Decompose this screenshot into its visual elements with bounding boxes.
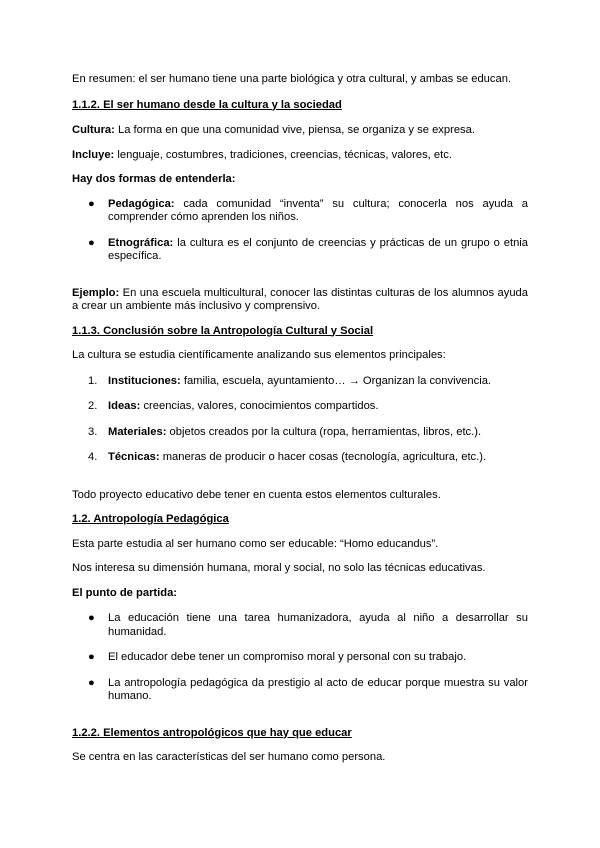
ejemplo-paragraph — [72, 287, 528, 314]
elemento-label: Materiales: — [108, 425, 167, 438]
summary-paragraph: En resumen: el ser humano tiene una parte biológica y otra cultural, y ambas se educan. — [72, 73, 512, 85]
elemento-label: Instituciones: — [108, 374, 181, 387]
elemento-text: objetos creados por la cultura (ropa, herramientas, libros, etc.). — [166, 425, 482, 438]
ejemplo-label: Ejemplo: — [72, 286, 120, 299]
heading-1-1-2: 1.1.2. El ser humano desde la cultura y la sociedad — [72, 98, 342, 111]
dimension-paragraph: Nos interesa su dimensión humana, moral y social, no solo las técnicas educativas. — [72, 562, 486, 574]
incluye-text: lenguaje, costumbres, tradiciones, creencias, técnicas, valores, etc. — [114, 148, 452, 161]
proyecto-paragraph: Todo proyecto educativo debe tener en cuenta estos elementos culturales. — [72, 488, 441, 501]
incluye-label: Incluye: — [72, 148, 115, 161]
forma-label: Pedagógica: — [108, 197, 175, 210]
partida-text: La antropología pedagógica da prestigio al acto de educar porque muestra su valor humano. — [108, 676, 528, 702]
item-number: 4. — [88, 451, 98, 463]
item-number: 2. — [88, 400, 98, 412]
list-item — [72, 198, 528, 225]
educable-paragraph: Esta parte estudia al ser humano como ser educable: “Homo educandus”. — [72, 537, 439, 550]
partida-list — [72, 612, 528, 704]
item-number: 1. — [88, 374, 98, 387]
bullet-icon: ● — [88, 612, 95, 624]
centra-paragraph: Se centra en las características del ser humano como persona. — [72, 751, 386, 763]
bullet-icon: ● — [88, 676, 95, 689]
elemento-text: creencias, valores, conocimientos compartidos. — [140, 400, 379, 412]
document-page — [72, 64, 528, 765]
list-item — [72, 677, 528, 704]
bullet-icon: ● — [88, 197, 95, 210]
elemento-text: maneras de producir o hacer cosas (tecnología, agricultura, etc.). — [159, 451, 487, 463]
elemento-label: Técnicas: — [108, 451, 160, 463]
partida-heading: El punto de partida: — [72, 586, 178, 599]
bullet-icon: ● — [88, 236, 95, 249]
list-item — [72, 651, 528, 665]
list-item — [72, 612, 528, 639]
cultura-text: La forma en que una comunidad vive, piensa, se organiza y se expresa. — [114, 124, 475, 136]
ejemplo-text: En una escuela multicultural, conocer las distintas culturas de los alumnos ayuda a crear un ambiente más inclusivo y comprensivo. — [72, 286, 528, 312]
partida-text: La educación tiene una tarea humanizadora, ayuda al niño a desarrollar su humanidad. — [108, 612, 528, 638]
elementos-list — [72, 375, 528, 465]
list-item — [72, 426, 528, 440]
formas-heading: Hay dos formas de entenderla: — [72, 173, 236, 185]
bullet-icon: ● — [88, 651, 95, 663]
cultura-label: Cultura: — [72, 124, 115, 136]
formas-list — [72, 198, 528, 264]
heading-1-2: 1.2. Antropología Pedagógica — [72, 513, 229, 525]
elemento-label: Ideas: — [108, 400, 141, 412]
item-number: 3. — [88, 425, 98, 438]
heading-1-2-2: 1.2.2. Elementos antropológicos que hay que educar — [72, 726, 352, 739]
elemento-text: familia, escuela, ayuntamiento… → Organizan la convivencia. — [180, 374, 492, 387]
incluye-paragraph — [72, 149, 528, 163]
partida-text: El educador debe tener un compromiso moral y personal con su trabajo. — [108, 651, 467, 663]
list-item — [72, 451, 528, 465]
heading-1-1-3: 1.1.3. Conclusión sobre la Antropología Cultural y Social — [72, 324, 374, 337]
forma-label: Etnográfica: — [108, 236, 174, 249]
list-item — [72, 237, 528, 264]
estudia-paragraph: La cultura se estudia científicamente analizando sus elementos principales: — [72, 349, 446, 361]
list-item — [72, 375, 528, 389]
cultura-definition — [72, 124, 528, 138]
forma-text: la cultura es el conjunto de creencias y prácticas de un grupo o etnia específica. — [108, 236, 528, 262]
forma-text: cada comunidad “inventa” su cultura; conocerla nos ayuda a comprender cómo aprenden los niños. — [108, 197, 528, 223]
list-item — [72, 400, 528, 414]
